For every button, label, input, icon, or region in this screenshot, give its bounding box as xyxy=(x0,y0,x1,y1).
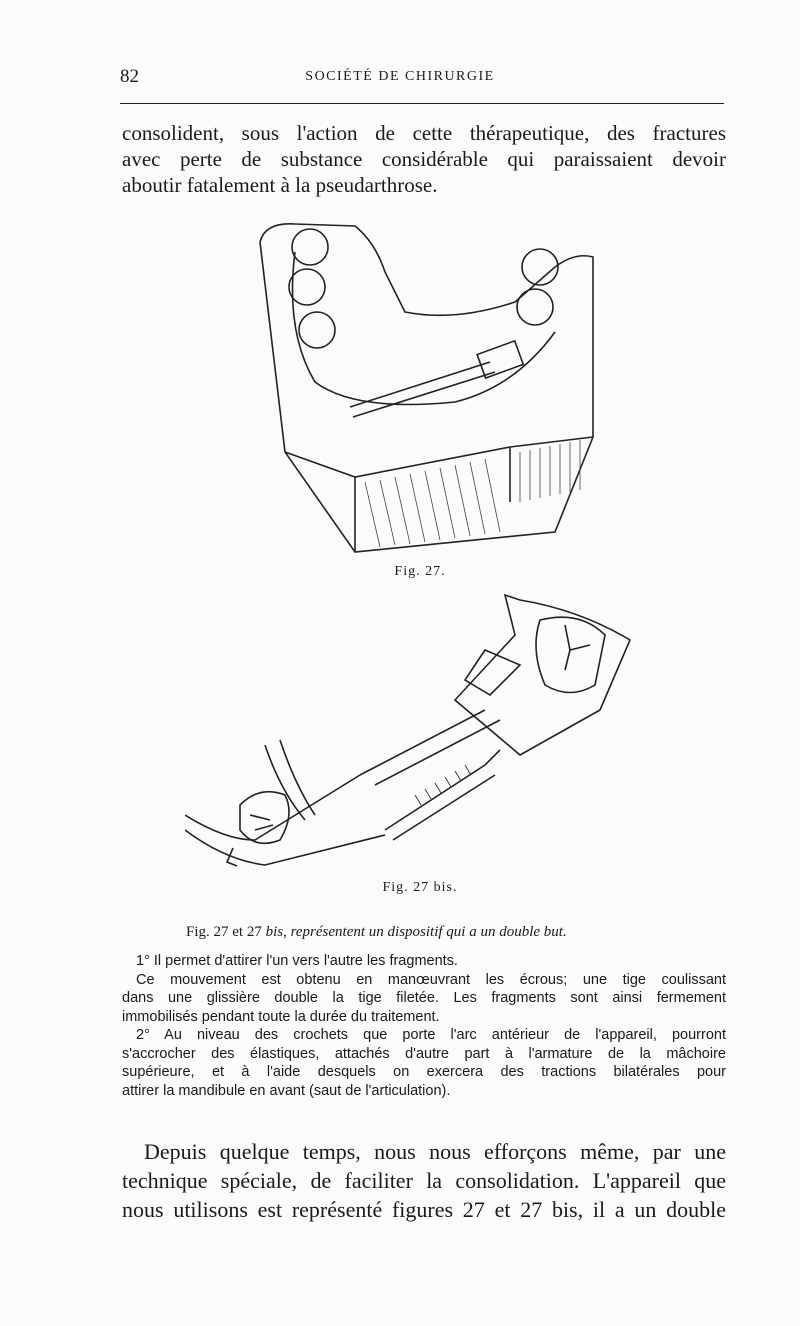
figure-legend xyxy=(186,924,686,941)
page-number: 82 xyxy=(120,66,139,87)
text-line: avec perte de substance considérable qui paraissaient devoir xyxy=(122,147,726,171)
legend-italic: bis, représentent un dispositif qui a un double but. xyxy=(265,924,567,940)
legend-prefix: Fig. 27 et 27 xyxy=(186,924,262,940)
text-line: technique spéciale, de faciliter la consolidation. L'appareil que xyxy=(122,1168,726,1193)
text-line: 2° Au niveau des crochets que porte l'arc antérieur de l'appareil, pourront xyxy=(136,1027,726,1043)
text-line: immobilisés pendant toute la durée du traitement. xyxy=(122,1008,440,1025)
text-line: 1° Il permet d'attirer l'un vers l'autre les fragments. xyxy=(136,953,458,969)
running-title: SOCIÉTÉ DE CHIRURGIE xyxy=(305,69,495,84)
figure-27-bis-illustration xyxy=(185,590,655,880)
text-line: Depuis quelque temps, nous nous efforçons même, par une xyxy=(144,1139,726,1164)
closing-paragraph xyxy=(122,1137,726,1224)
text-line: nous utilisons est représenté figures 27 et 27 bis, il a un double xyxy=(122,1197,726,1222)
notes-block xyxy=(122,952,726,1100)
header-rule xyxy=(120,103,724,104)
figure-27-caption: Fig. 27. xyxy=(394,564,446,579)
intro-paragraph xyxy=(122,120,726,198)
text-line: Ce mouvement est obtenu en manœuvrant les écrous; une tige coulissant xyxy=(136,971,726,988)
text-line: attirer la mandibule en avant (saut de l'articulation). xyxy=(122,1082,451,1099)
figure-27-illustration xyxy=(255,212,600,557)
text-line: s'accrocher des élastiques, attachés d'autre part à l'armature de la mâchoire xyxy=(122,1045,726,1062)
text-line: aboutir fatalement à la pseudarthrose. xyxy=(122,173,438,197)
figure-27-bis-caption: Fig. 27 bis. xyxy=(382,880,458,895)
text-line: consolident, sous l'action de cette thérapeutique, des fractures xyxy=(122,121,726,145)
text-line: supérieure, et à l'aide desquels on exercera des tractions bilatérales pour xyxy=(122,1064,726,1080)
text-line: dans une glissière double la tige filetée. Les fragments sont ainsi fermement xyxy=(122,990,726,1006)
